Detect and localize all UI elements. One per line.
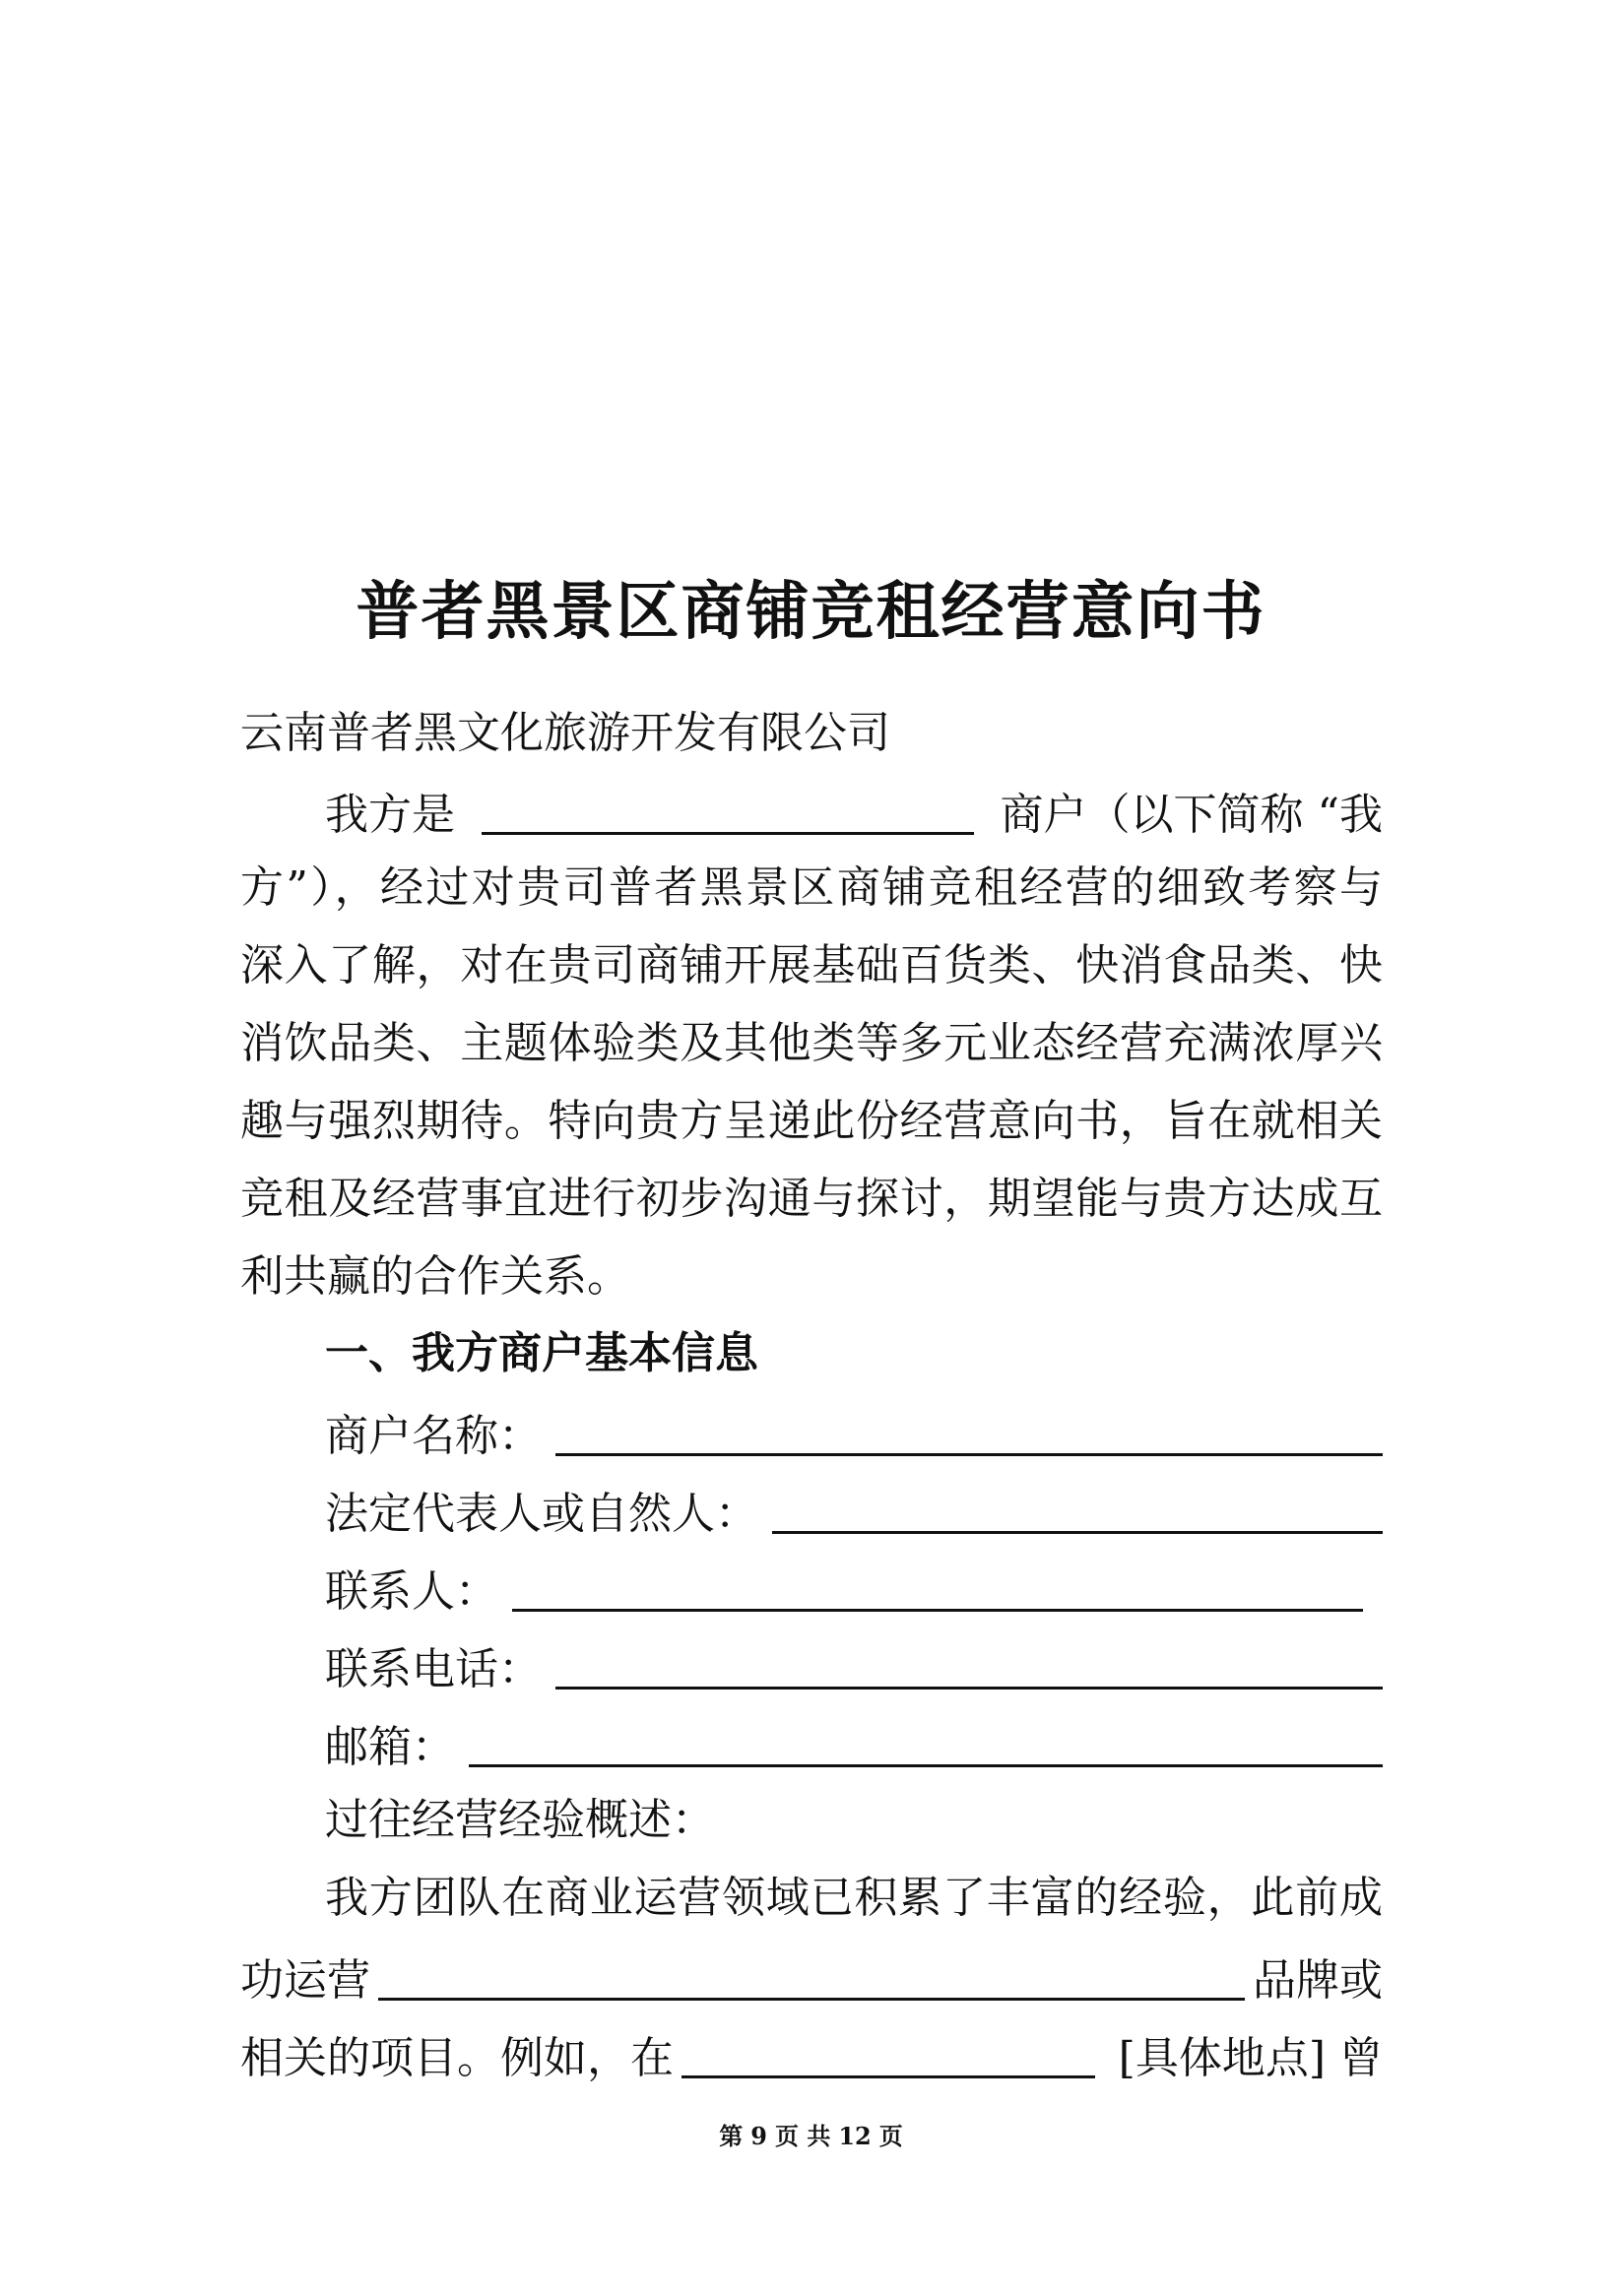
page-footer <box>0 2117 1622 2151</box>
page-total: 12 <box>838 2122 872 2150</box>
addressee: 云南普者黑文化旅游开发有限公司 <box>240 708 890 758</box>
footer-prefix: 第 <box>719 2122 744 2150</box>
intro-line: 趣与强烈期待。特向贵方呈递此份经营意向书，旨在就相关 <box>240 1096 1383 1146</box>
field-label: 法定代表人或自然人： <box>325 1489 758 1539</box>
footer-suffix: 页 <box>878 2122 903 2150</box>
field-label: 商户名称： <box>325 1411 542 1461</box>
section-heading: 一、我方商户基本信息 <box>325 1328 758 1378</box>
contact-blank[interactable] <box>512 1563 1363 1612</box>
legal-rep-blank[interactable] <box>772 1486 1383 1534</box>
field-merchant-name <box>325 1402 1383 1466</box>
intro-lead: 我方是 <box>325 790 455 840</box>
email-blank[interactable] <box>469 1719 1383 1767</box>
location-blank[interactable] <box>681 2030 1095 2078</box>
intro-line: 深入了解，对在贵司商铺开展基础百货类、快消食品类、快 <box>240 940 1383 990</box>
experience-lead: 功运营 <box>240 1955 370 2006</box>
phone-blank[interactable] <box>555 1641 1383 1690</box>
field-label: 联系电话： <box>325 1644 542 1694</box>
experience-lead: 相关的项目。例如，在 <box>240 2033 674 2083</box>
field-phone <box>325 1635 1383 1699</box>
field-label: 联系人： <box>325 1566 498 1617</box>
experience-line <box>240 1946 1383 2010</box>
experience-line: 我方团队在商业运营领域已积累了丰富的经验，此前成 <box>325 1873 1383 1923</box>
intro-first-line <box>325 781 1383 845</box>
document-title: 普者黑景区商铺竞租经营意向书 <box>356 576 1266 649</box>
field-contact <box>325 1558 1363 1622</box>
brand-blank[interactable] <box>378 1952 1245 2001</box>
intro-after-blank: 商户（以下简称 “我 <box>1000 790 1383 840</box>
merchant-blank[interactable] <box>482 787 974 835</box>
field-experience: 过往经营经验概述： <box>325 1795 715 1845</box>
intro-line: 消饮品类、主题体验类及其他类等多元业态经营充满浓厚兴 <box>240 1018 1383 1068</box>
field-email <box>325 1713 1383 1777</box>
field-label: 邮箱： <box>325 1722 455 1772</box>
intro-line: 方”），经过对贵司普者黑景区商铺竞租经营的细致考察与 <box>240 862 1383 913</box>
experience-tail: 品牌或 <box>1253 1955 1383 2006</box>
page-number: 9 <box>750 2122 767 2150</box>
field-legal-rep <box>325 1480 1383 1544</box>
merchant-name-blank[interactable] <box>555 1408 1383 1456</box>
experience-line <box>240 2024 1383 2088</box>
intro-line: 竞租及经营事宜进行初步沟通与探讨，期望能与贵方达成互 <box>240 1174 1383 1224</box>
footer-middle: 页 共 <box>774 2122 831 2150</box>
intro-last-line: 利共赢的合作关系。 <box>240 1251 630 1302</box>
experience-tail: [具体地点] 曾 <box>1118 2033 1383 2083</box>
